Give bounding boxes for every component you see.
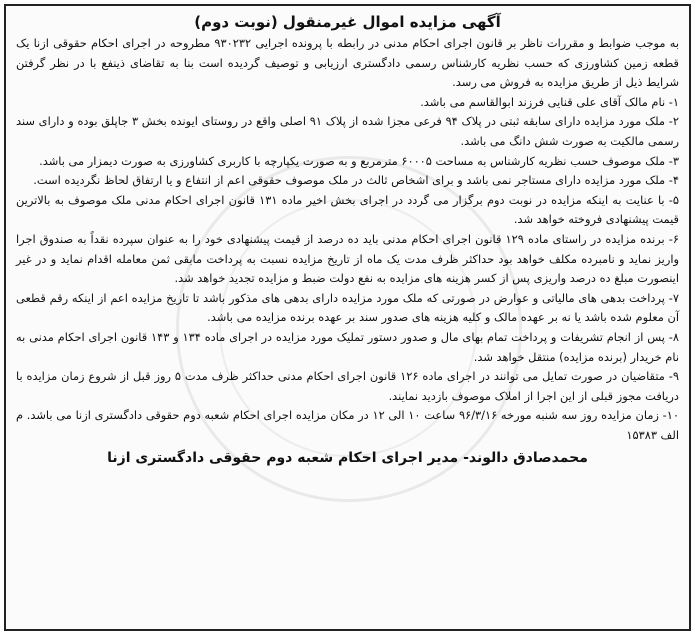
notice-signature: محمدصادق دالوند- مدیر اجرای احکام شعبه دوم حقوقی دادگستری ازنا [107,450,588,467]
notice-title: آگهی مزایده اموال غیرمنقول (نوبت دوم) [194,13,501,31]
notice-item-8: ۸- پس از انجام تشریفات و پرداخت تمام بهای مال و صدور دستور تملیک مورد مزایده در اجرای ماده ۱۳۴ و ۱۴۳ قانون اجرای احکام مدنی به نام خریدار (برنده مزایده) منتقل خواهد شد. [16,329,679,364]
notice-intro: به موجب ضوابط و مقررات ناظر بر قانون اجرای احکام مدنی در رابطه با پرونده اجرایی ۹۳۰۲۳۲ مطروحه در اجرای احکام حقوقی ازنا یک قطعه زمین کشاورزی که حسب نظریه کارشناس رسمی دادگستری ارزیابی و توصیف گردیده است بنا به تقاضای ذینفع با در نظر گرفتن شرایط ذیل از طریق مزایده به فروش می رسد. [16,36,679,90]
notice-item-4: ۴- ملک مورد مزایده دارای مستاجر نمی باشد و برای اشخاص ثالث در ملک موصوف حقوقی اعم از انتفاع و یا ارتفاق لحاظ نگردیده است. [33,173,679,188]
notice-item-10: ۱۰- زمان مزایده روز سه شنبه مورخه ۹۶/۳/۱۶ ساعت ۱۰ الی ۱۲ در مکان مزایده اجرای احکام شعبه دوم حقوقی دادگستری ازنا می باشد. م الف ۱۵۳۸۳ [16,408,679,442]
notice-body [16,34,679,445]
notice-item-9: ۹- متقاضیان در صورت تمایل می توانند در اجرای ماده ۱۲۶ قانون اجرای احکام مدنی حداکثر ظرف مدت ۵ روز قبل از شروع زمان مزایده با دریافت مجوز قبلی از این اجرا از املاک موصوف بازدید نمایند. [16,369,679,403]
auction-notice [4,4,691,631]
notice-item-1: ۱- نام مالک آقای علی قنایی فرزند ابوالقاسم می باشد. [420,94,679,109]
notice-item-2: ۲- ملک مورد مزایده دارای سابقه ثبتی در پلاک ۹۴ فرعی مجزا شده از پلاک ۹۱ اصلی واقع در روستای ایونده بخش ۳ جاپلق بوده و دارای سند رسمی مالکیت به صورت شش دانگ می باشد. [16,114,679,148]
notice-item-3: ۳- ملک موصوف حسب نظریه کارشناس به مساحت ۶۰۰۰۵ مترمربع و به صورت یکپارچه با کاربری کشاورزی به صورت دیمزار می باشد. [39,153,679,168]
notice-item-7: ۷- پرداخت بدهی های مالیاتی و عوارض در صورتی که ملک مورد مزایده دارای بدهی های مذکور باشد تا تاریخ مزایده اعم از اینکه رقم قطعی آن معلوم شده باشد یا نه بر عهده مالک و کلیه هزینه های صدور سند بر عهده برنده مزایده می باشد. [16,290,679,325]
notice-item-6: ۶- برنده مزایده در راستای ماده ۱۲۹ قانون اجرای احکام مدنی باید ده درصد از قیمت پیشنهادی خود را به عنوان سپرده نقداً به صندوق اجرا واریز نماید و نامبرده مکلف خواهد بود حداکثر ظرف مدت یک ماه از تاریخ مزایده نسبت به پرداخت مابقی ثمن معامله اقدام نماید و در غیر اینصورت مبلغ ده درصد واریزی پس از کسر هزینه های مزایده به نفع دولت ضبط و مزایده تجدید خواهد شد. [16,231,679,286]
notice-item-5: ۵- با عنایت به اینکه مزایده در نوبت دوم برگزار می گردد در اجرای بخش اخیر ماده ۱۳۱ قانون اجرای احکام مدنی ملک موصوف به بالاترین قیمت پیشنهادی فروخته خواهد شد. [16,192,680,227]
